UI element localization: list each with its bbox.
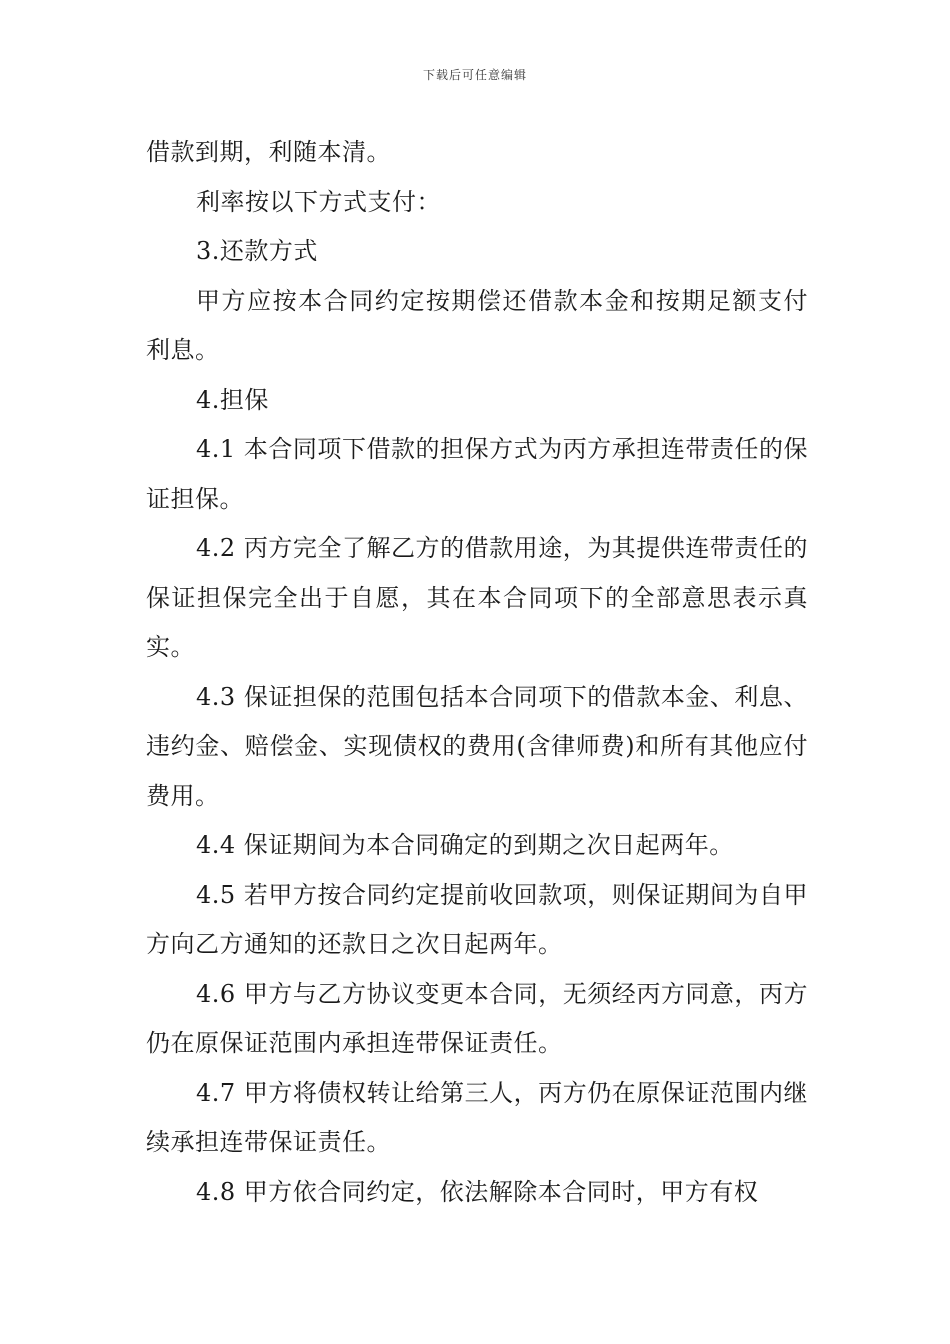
document-body xyxy=(146,128,808,1217)
clause-4-4: 4.4 保证期间为本合同确定的到期之次日起两年。 xyxy=(196,831,734,859)
clause-4-5: 4.5 若甲方按合同约定提前收回款项，则保证期间为自甲方向乙方通知的还款日之次日起两年。 xyxy=(146,880,808,958)
paragraph-interest-payment: 利率按以下方式支付： xyxy=(196,187,441,216)
paragraph-repayment-terms: 借款到期，利随本清。 xyxy=(146,138,391,166)
section-heading-guarantee: 4.担保 xyxy=(196,385,269,414)
clause-4-8: 4.8 甲方依合同约定，依法解除本合同时，甲方有权 xyxy=(196,1177,759,1206)
clause-4-1: 4.1 本合同项下借款的担保方式为丙方承担连带责任的保证担保。 xyxy=(146,435,808,513)
section-heading-repayment-method: 3.还款方式 xyxy=(196,237,318,265)
clause-4-2: 4.2 丙方完全了解乙方的借款用途，为其提供连带责任的保证担保完全出于自愿，其在本合同项下的全部意思表示真实。 xyxy=(146,534,808,661)
clause-4-7: 4.7 甲方将债权转让给第三人，丙方仍在原保证范围内继续承担连带保证责任。 xyxy=(146,1078,808,1156)
clause-4-3: 4.3 保证担保的范围包括本合同项下的借款本金、利息、违约金、赔偿金、实现债权的费用(含律师费)和所有其他应付费用。 xyxy=(146,682,808,810)
page-header: 下载后可任意编辑 xyxy=(422,68,527,82)
clause-4-6: 4.6 甲方与乙方协议变更本合同，无须经丙方同意，丙方仍在原保证范围内承担连带保证责任。 xyxy=(146,979,808,1057)
paragraph-repayment-obligation: 甲方应按本合同约定按期偿还借款本金和按期足额支付利息。 xyxy=(146,286,808,364)
